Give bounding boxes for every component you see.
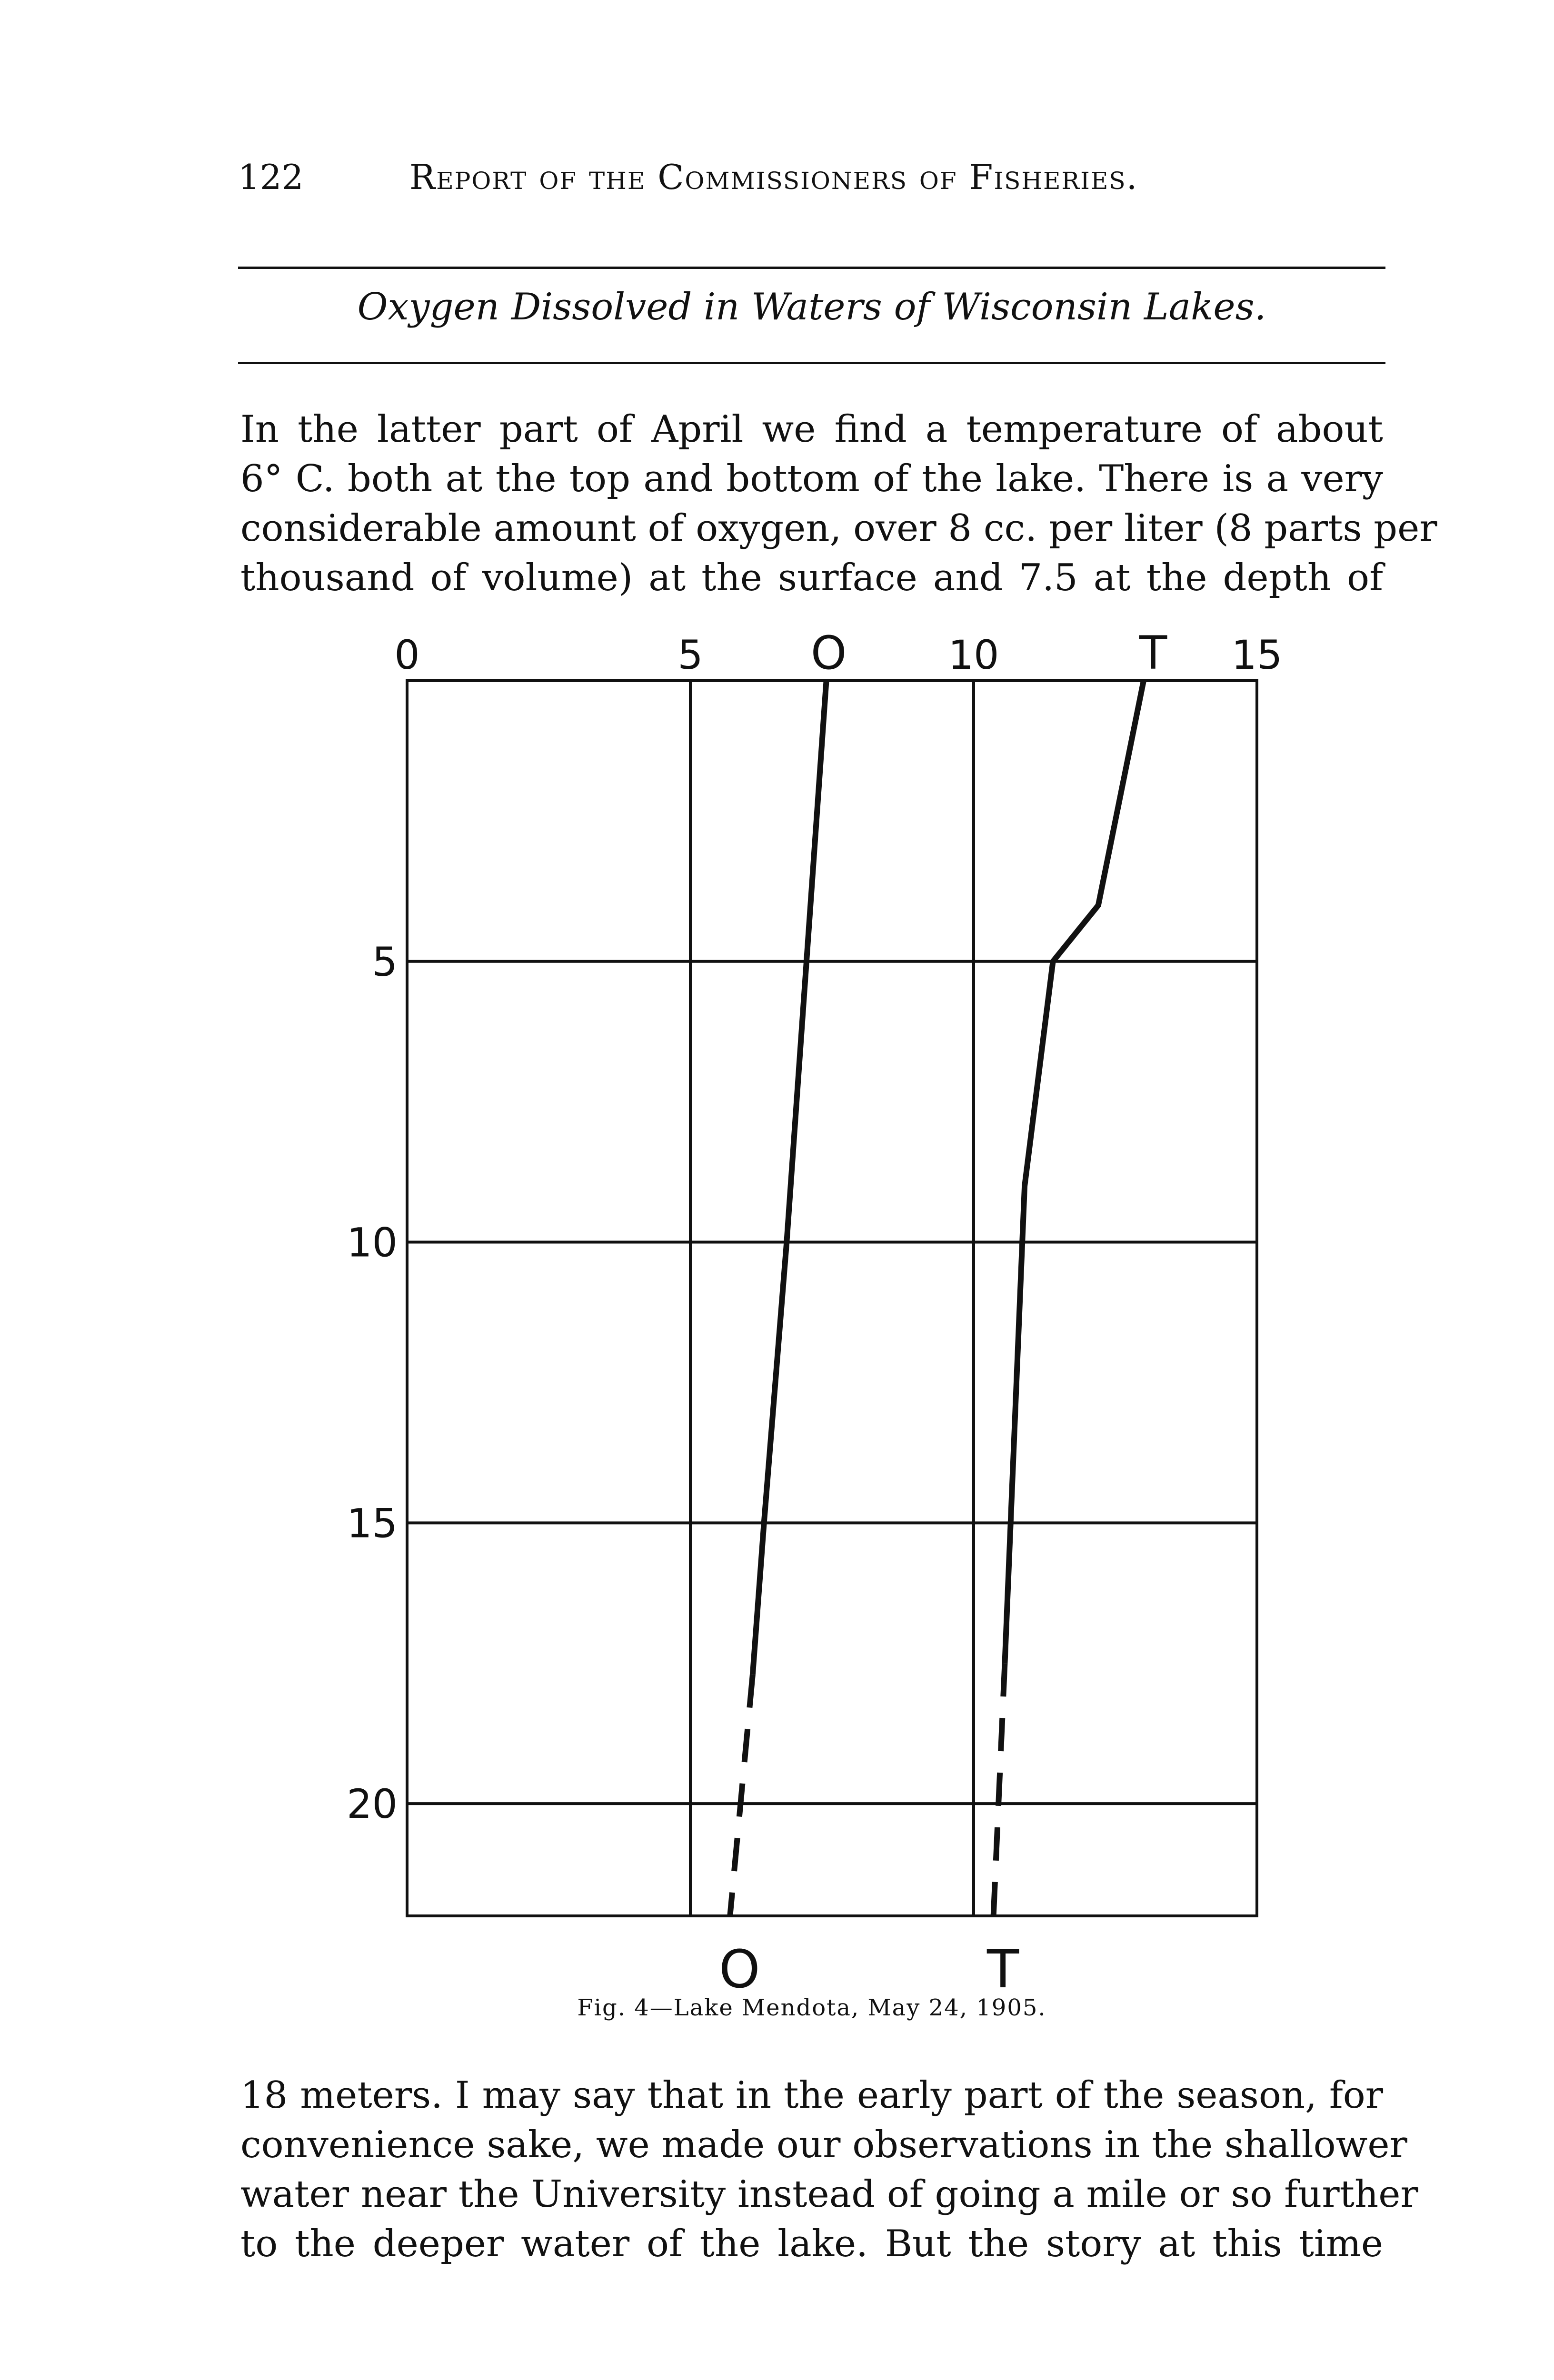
x-tick-label: 15 [1231,632,1283,678]
series-line-O [753,681,827,1675]
x-tick-label: 5 [677,632,703,678]
paragraph-line: considerable amount of oxygen, over 8 cc. per liter (8 parts per [240,507,1437,550]
bottom-series-label: T [987,1939,1019,2000]
x-tick-label: 10 [948,632,999,678]
paragraph-line: water near the University instead of going a mile or so further [240,2173,1418,2216]
paragraph-line: thousand of volume) at the surface and 7.5 at the depth of [240,556,1383,599]
y-tick-label: 10 [347,1219,398,1266]
x-tick-label: 0 [394,632,420,678]
page-number: 122 [238,157,304,197]
running-title: Report of the Commissioners of Fisheries. [409,157,1138,197]
paragraph-line: 18 meters. I may say that in the early part of the season, for [240,2074,1383,2117]
top-series-label: T [1139,626,1167,680]
paragraph-line: to the deeper water of the lake. But the story at this time [240,2222,1383,2265]
top-series-label: O [810,626,847,680]
chart-lines [730,681,1144,1916]
y-tick-label: 15 [347,1500,398,1547]
plot-frame [407,681,1257,1916]
chart-series-labels [719,626,1167,2000]
bottom-series-label: O [719,1939,760,2000]
paragraph-line: convenience sake, we made our observations in the shallower [240,2123,1407,2166]
series-dashed-line-O [730,1675,753,1916]
series-line-T [1005,681,1144,1663]
series-dashed-line-T [994,1663,1005,1916]
paragraph-line: 6° C. both at the top and bottom of the lake. There is a very [240,457,1383,500]
section-title: Oxygen Dissolved in Waters of Wisconsin Lakes. [357,286,1266,328]
y-tick-label: 5 [372,938,398,985]
chart-grid [407,681,1257,1916]
paragraph-line: In the latter part of April we find a temperature of about [240,408,1383,451]
figure-caption: Fig. 4—Lake Mendota, May 24, 1905. [577,1994,1046,2021]
y-tick-label: 20 [347,1781,398,1828]
paragraph-bottom [240,2071,1418,2269]
